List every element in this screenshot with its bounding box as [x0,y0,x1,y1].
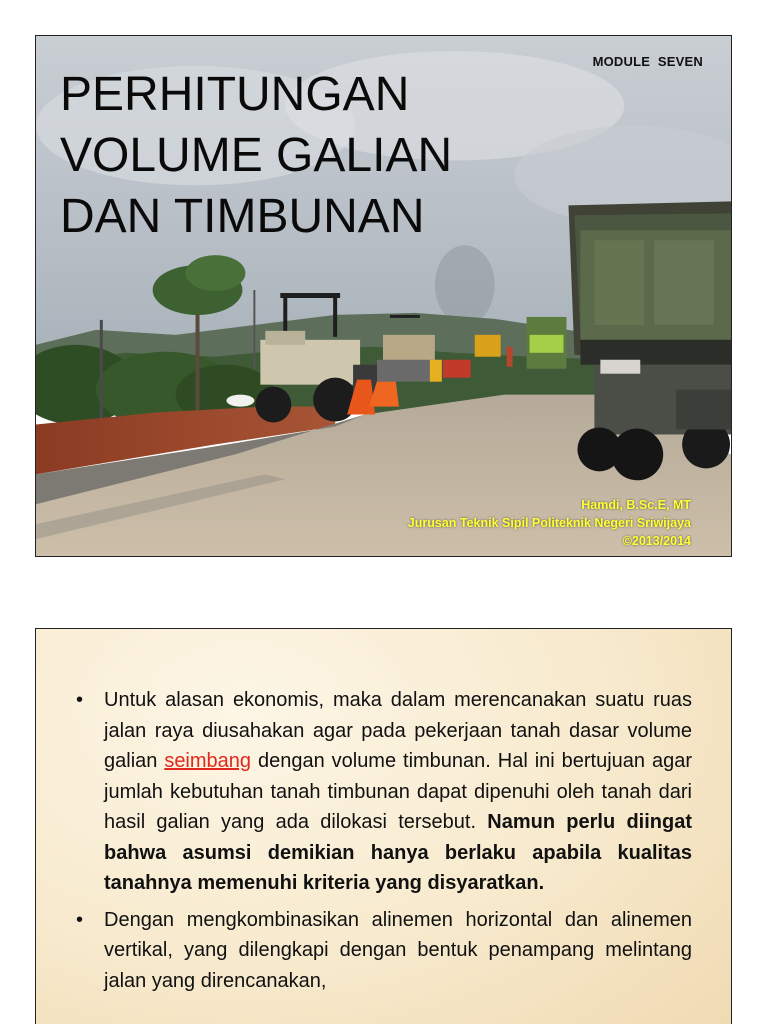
title-line-3: DAN TIMBUNAN [60,190,425,243]
credits-block [408,496,691,550]
bullet-item-1 [76,685,692,899]
bullet-list [76,685,692,1002]
bullet-2-text: Dengan mengkombinasikan alinemen horizontal dan alinemen vertikal, yang dilengkapi dengan bentuk penampang melintang jalan yang direncanakan, [104,908,692,992]
content-slide [35,628,732,1024]
bullet-marker: • [76,908,84,931]
bullet-1-bold-text: Namun perlu diingat bahwa asumsi demikian hanya berlaku apabila kualitas tanahnya memenuhi kriteria yang disyaratkan. [104,811,692,894]
title-line-1: PERHITUNGAN [60,68,410,121]
bullet-1-text-after: dengan volume timbunan. Hal ini bertujuan agar jumlah kebutuhan tanah timbunan dapat dipenuhi oleh tanah dari hasil galian yang ada dilokasi tersebut. [104,750,693,833]
bullet-1-text-before: Untuk alasan ekonomis, maka dalam merencanakan suatu ruas jalan raya diusahakan agar pada pekerjaan tanah dasar volume galian [104,689,692,772]
year-copyright: ©2013/2014 [622,534,691,548]
bullet-marker: • [76,689,84,711]
slide-title [60,64,452,247]
title-line-2: VOLUME GALIAN [60,129,453,182]
module-label: MODULE SEVEN [592,54,703,69]
bullet-item-2 [76,905,692,997]
title-slide [35,35,732,557]
highlight-seimbang: seimbang [164,750,252,772]
department-name: Jurusan Teknik Sipil Politeknik Negeri Sriwijaya [407,516,691,530]
author-name: Hamdi, B.Sc.E, MT [581,498,691,512]
